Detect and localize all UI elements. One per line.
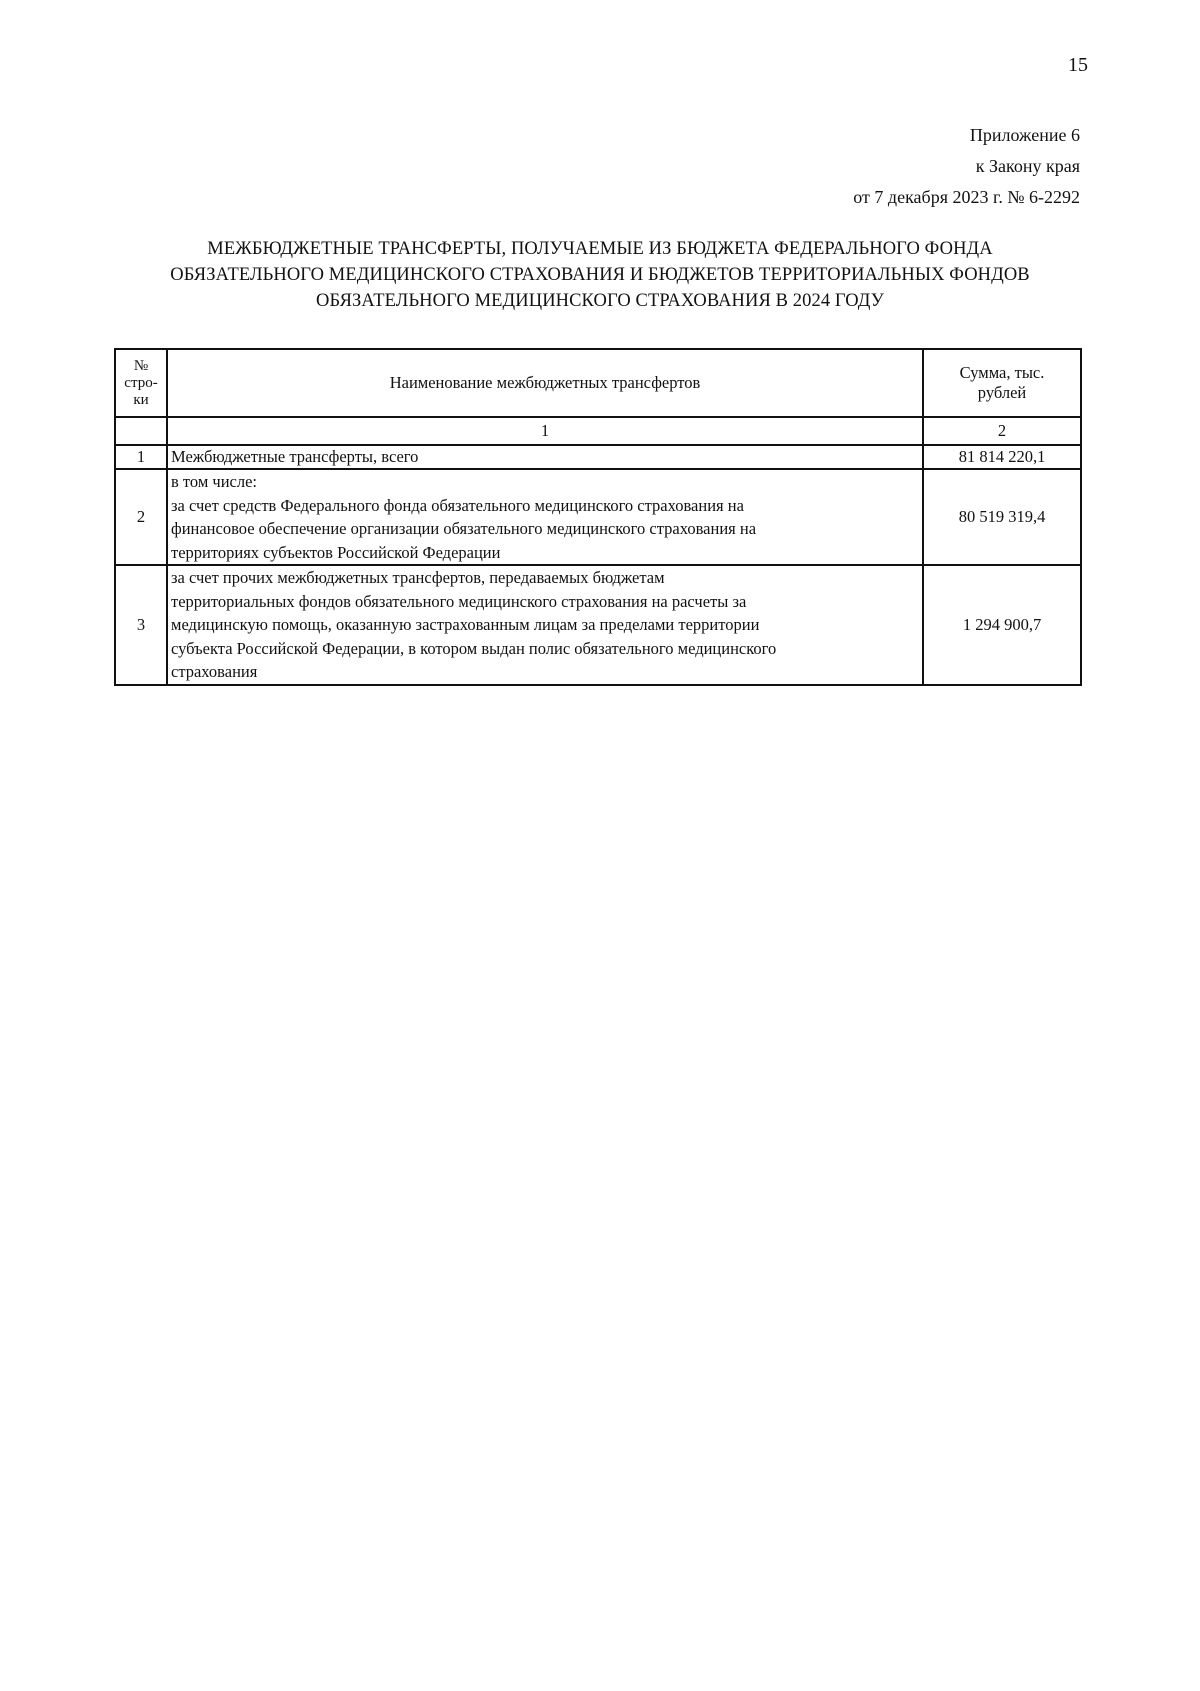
row-name-line: территориальных фондов обязательного медицинского страхования на расчеты за	[171, 591, 747, 611]
header-sum-line-1: Сумма, тыс.	[959, 363, 1045, 382]
row-name	[167, 469, 923, 565]
table-row	[115, 469, 1081, 565]
row-name-line: субъекта Российской Федерации, в котором выдан полис обязательного медицинского	[171, 638, 777, 658]
table-row	[115, 565, 1081, 685]
header-num-line-3: ки	[133, 391, 149, 408]
row-sum: 81 814 220,1	[923, 445, 1081, 469]
row-name-line: страхования	[171, 662, 258, 681]
document-title	[110, 236, 1090, 314]
appendix-block	[580, 120, 1080, 213]
appendix-line-1: Приложение 6	[969, 125, 1080, 145]
transfers-table	[114, 348, 1082, 686]
row-name-line: территориях субъектов Российской Федерации	[171, 542, 501, 562]
header-name: Наименование межбюджетных трансфертов	[167, 349, 923, 417]
title-line-1: МЕЖБЮДЖЕТНЫЕ ТРАНСФЕРТЫ, ПОЛУЧАЕМЫЕ ИЗ БЮДЖЕТА ФЕДЕРАЛЬНОГО ФОНДА	[207, 239, 993, 259]
row-name-line: за счет прочих межбюджетных трансфертов, передаваемых бюджетам	[171, 568, 665, 587]
page-number: 15	[1068, 54, 1088, 76]
row-sum: 1 294 900,7	[923, 565, 1081, 685]
row-number: 3	[115, 565, 167, 685]
row-name-line: в том числе:	[171, 472, 258, 491]
row-name-line: финансовое обеспечение организации обязательного медицинского страхования на	[171, 519, 757, 538]
table-index-row	[115, 417, 1081, 445]
row-number: 1	[115, 445, 167, 469]
header-sum	[923, 349, 1081, 417]
appendix-line-2: к Закону края	[975, 156, 1080, 176]
table-header-row	[115, 349, 1081, 417]
header-num-line-1: №	[133, 357, 149, 374]
index-sum: 2	[923, 417, 1081, 445]
index-num	[115, 417, 167, 445]
header-row-number	[115, 349, 167, 417]
row-name-line: Межбюджетные трансферты, всего	[171, 447, 419, 466]
title-line-3: ОБЯЗАТЕЛЬНОГО МЕДИЦИНСКОГО СТРАХОВАНИЯ В 2024 ГОДУ	[316, 291, 884, 311]
header-sum-line-2: рублей	[977, 383, 1027, 402]
appendix-line-3: от 7 декабря 2023 г. № 6-2292	[853, 187, 1080, 207]
row-name-line: за счет средств Федерального фонда обязательного медицинского страхования на	[171, 495, 744, 515]
row-name-line: медицинскую помощь, оказанную застрахованным лицам за пределами территории	[171, 615, 760, 634]
row-name	[167, 565, 923, 685]
row-number: 2	[115, 469, 167, 565]
row-sum: 80 519 319,4	[923, 469, 1081, 565]
row-name	[167, 445, 923, 469]
table-row	[115, 445, 1081, 469]
title-line-2: ОБЯЗАТЕЛЬНОГО МЕДИЦИНСКОГО СТРАХОВАНИЯ И БЮДЖЕТОВ ТЕРРИТОРИАЛЬНЫХ ФОНДОВ	[170, 265, 1030, 285]
header-num-line-2: стро-	[124, 374, 158, 391]
index-name: 1	[167, 417, 923, 445]
